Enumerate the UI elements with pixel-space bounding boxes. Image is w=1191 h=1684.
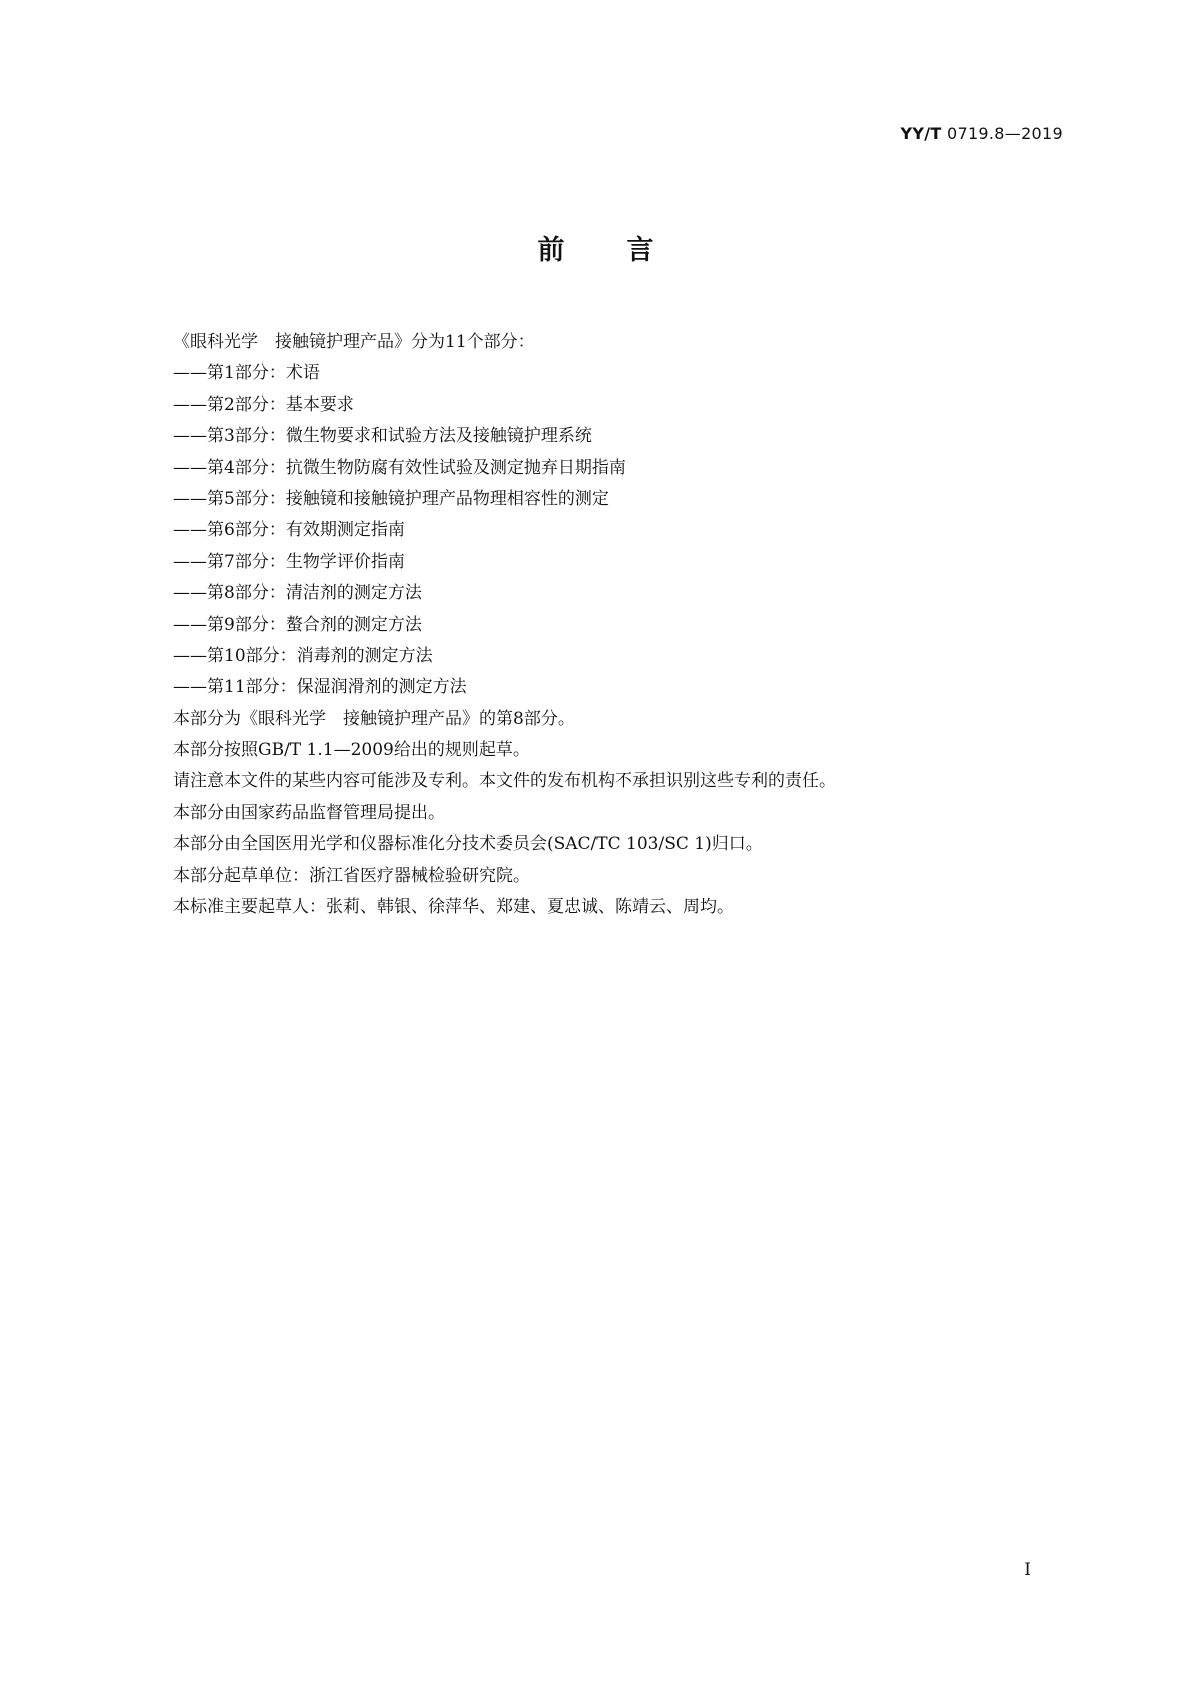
foreword-body [173, 327, 1053, 923]
standard-code [900, 124, 1063, 143]
list-item: ——第6部分：有效期测定指南 [173, 520, 405, 541]
standard-code-prefix: YY/T [900, 124, 942, 143]
paragraph: 本部分为《眼科光学 接触镜护理产品》的第8部分。 [173, 708, 575, 729]
list-item: ——第9部分：螯合剂的测定方法 [173, 614, 422, 635]
list-item: ——第2部分：基本要求 [173, 394, 354, 415]
paragraph: 本部分由全国医用光学和仪器标准化分技术委员会(SAC/TC 103/SC 1)归口。 [173, 834, 763, 855]
intro-paragraph: 《眼科光学 接触镜护理产品》分为11个部分： [173, 332, 535, 352]
paragraph: 本部分由国家药品监督管理局提出。 [173, 802, 445, 823]
list-item: ——第7部分：生物学评价指南 [173, 551, 405, 572]
standard-code-number: 0719.8—2019 [946, 124, 1063, 143]
list-item: ——第8部分：清洁剂的测定方法 [173, 583, 422, 604]
paragraph: 请注意本文件的某些内容可能涉及专利。本文件的发布机构不承担识别这些专利的责任。 [173, 771, 836, 792]
page-number: I [1024, 1560, 1031, 1580]
list-item: ——第3部分：微生物要求和试验方法及接触镜护理系统 [173, 426, 592, 447]
list-item: ——第11部分：保湿润滑剂的测定方法 [173, 677, 467, 698]
list-item: ——第5部分：接触镜和接触镜护理产品物理相容性的测定 [173, 488, 609, 509]
list-item: ——第1部分：术语 [173, 363, 320, 384]
paragraph: 本标准主要起草人：张莉、韩银、徐萍华、郑建、夏忠诚、陈靖云、周均。 [173, 897, 734, 918]
page-title: 前言 [537, 235, 716, 266]
paragraph: 本部分起草单位：浙江省医疗器械检验研究院。 [173, 865, 530, 886]
list-item: ——第10部分：消毒剂的测定方法 [173, 645, 433, 666]
list-item: ——第4部分：抗微生物防腐有效性试验及测定抛弃日期指南 [173, 457, 626, 478]
paragraph: 本部分按照GB/T 1.1—2009给出的规则起草。 [173, 740, 530, 761]
